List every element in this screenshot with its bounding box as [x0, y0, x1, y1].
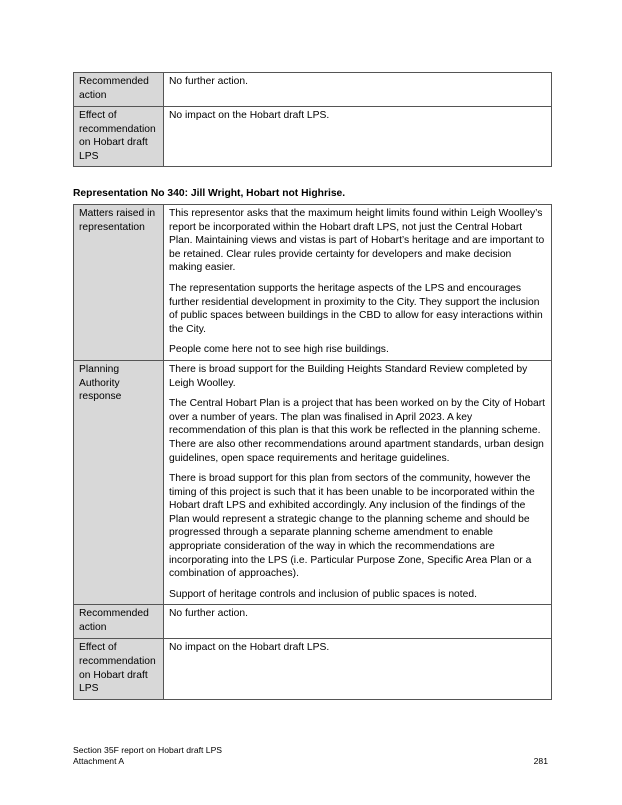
table-row: [74, 605, 552, 639]
paragraph: This representor asks that the maximum height limits found within Leigh Woolley’s report be incorporated within the Hobart draft LPS, not just the Central Hobart Plan. Maintaining views and vistas is part of Hobart’s heritage and are important to be retained. Clear rules provide certainty for developers and make decision making easier.: [169, 208, 545, 274]
row-label: Recommended action: [74, 73, 164, 107]
recommended-label: Recommended action: [74, 605, 164, 639]
matters-label: Matters raised in representation: [74, 205, 164, 361]
footer-line-2: Attachment A: [73, 756, 125, 766]
matters-text: [164, 205, 552, 361]
previous-representation-table: [73, 72, 552, 167]
row-value: No impact on the Hobart draft LPS.: [164, 107, 552, 167]
representation-heading: Representation No 340: Jill Wright, Hobart not Highrise.: [73, 188, 346, 199]
paragraph: Support of heritage controls and inclusion of public spaces is noted.: [169, 588, 477, 600]
table-row: [74, 639, 552, 699]
paragraph: There is broad support for the Building Heights Standard Review completed by Leigh Woolley.: [169, 363, 528, 389]
table-row: [74, 360, 552, 605]
table-row: [74, 205, 552, 361]
paragraph: People come here not to see high rise buildings.: [169, 344, 389, 356]
paragraph: The representation supports the heritage aspects of the LPS and encourages further residential development in proximity to the City. They support the inclusion of public spaces between buildings in the CBD to allow for easy interactions within the City.: [169, 282, 543, 335]
effect-text: No impact on the Hobart draft LPS.: [164, 639, 552, 699]
table-row: [74, 73, 552, 107]
page-footer: [73, 745, 552, 767]
response-text: [164, 360, 552, 605]
effect-label: Effect of recommendation on Hobart draft LPS: [74, 639, 164, 699]
representation-table: [73, 204, 552, 700]
row-value: No further action.: [164, 73, 552, 107]
row-label: Effect of recommendation on Hobart draft LPS: [74, 107, 164, 167]
paragraph: There is broad support for this plan from sectors of the community, however the timing of this project is such that it has been unable to be incorporated within the Hobart draft LPS and exhibited accordingly. Any inclusion of the findings of the Plan would represent a strategic change to the planning scheme and should be progressed through a separate planning scheme amendment to enable appropriate consideration of the way in which the recommendations are incorporating into the LPS (i.e. Particular Purpose Zone, Specific Area Plan or a combination of approaches).: [169, 473, 535, 580]
page-number: 281: [533, 756, 548, 766]
footer-line-1: Section 35F report on Hobart draft LPS: [73, 745, 223, 755]
response-label: Planning Authority response: [74, 360, 164, 605]
paragraph: The Central Hobart Plan is a project that has been worked on by the City of Hobart over a number of years. The plan was finalised in April 2023. A key recommendation of this plan is that this work be reflected in the planning scheme. There are also other recommendations around apartment standards, urban design guidelines, open space requirements and heritage guidelines.: [169, 398, 546, 464]
recommended-text: No further action.: [164, 605, 552, 639]
table-row: [74, 107, 552, 167]
